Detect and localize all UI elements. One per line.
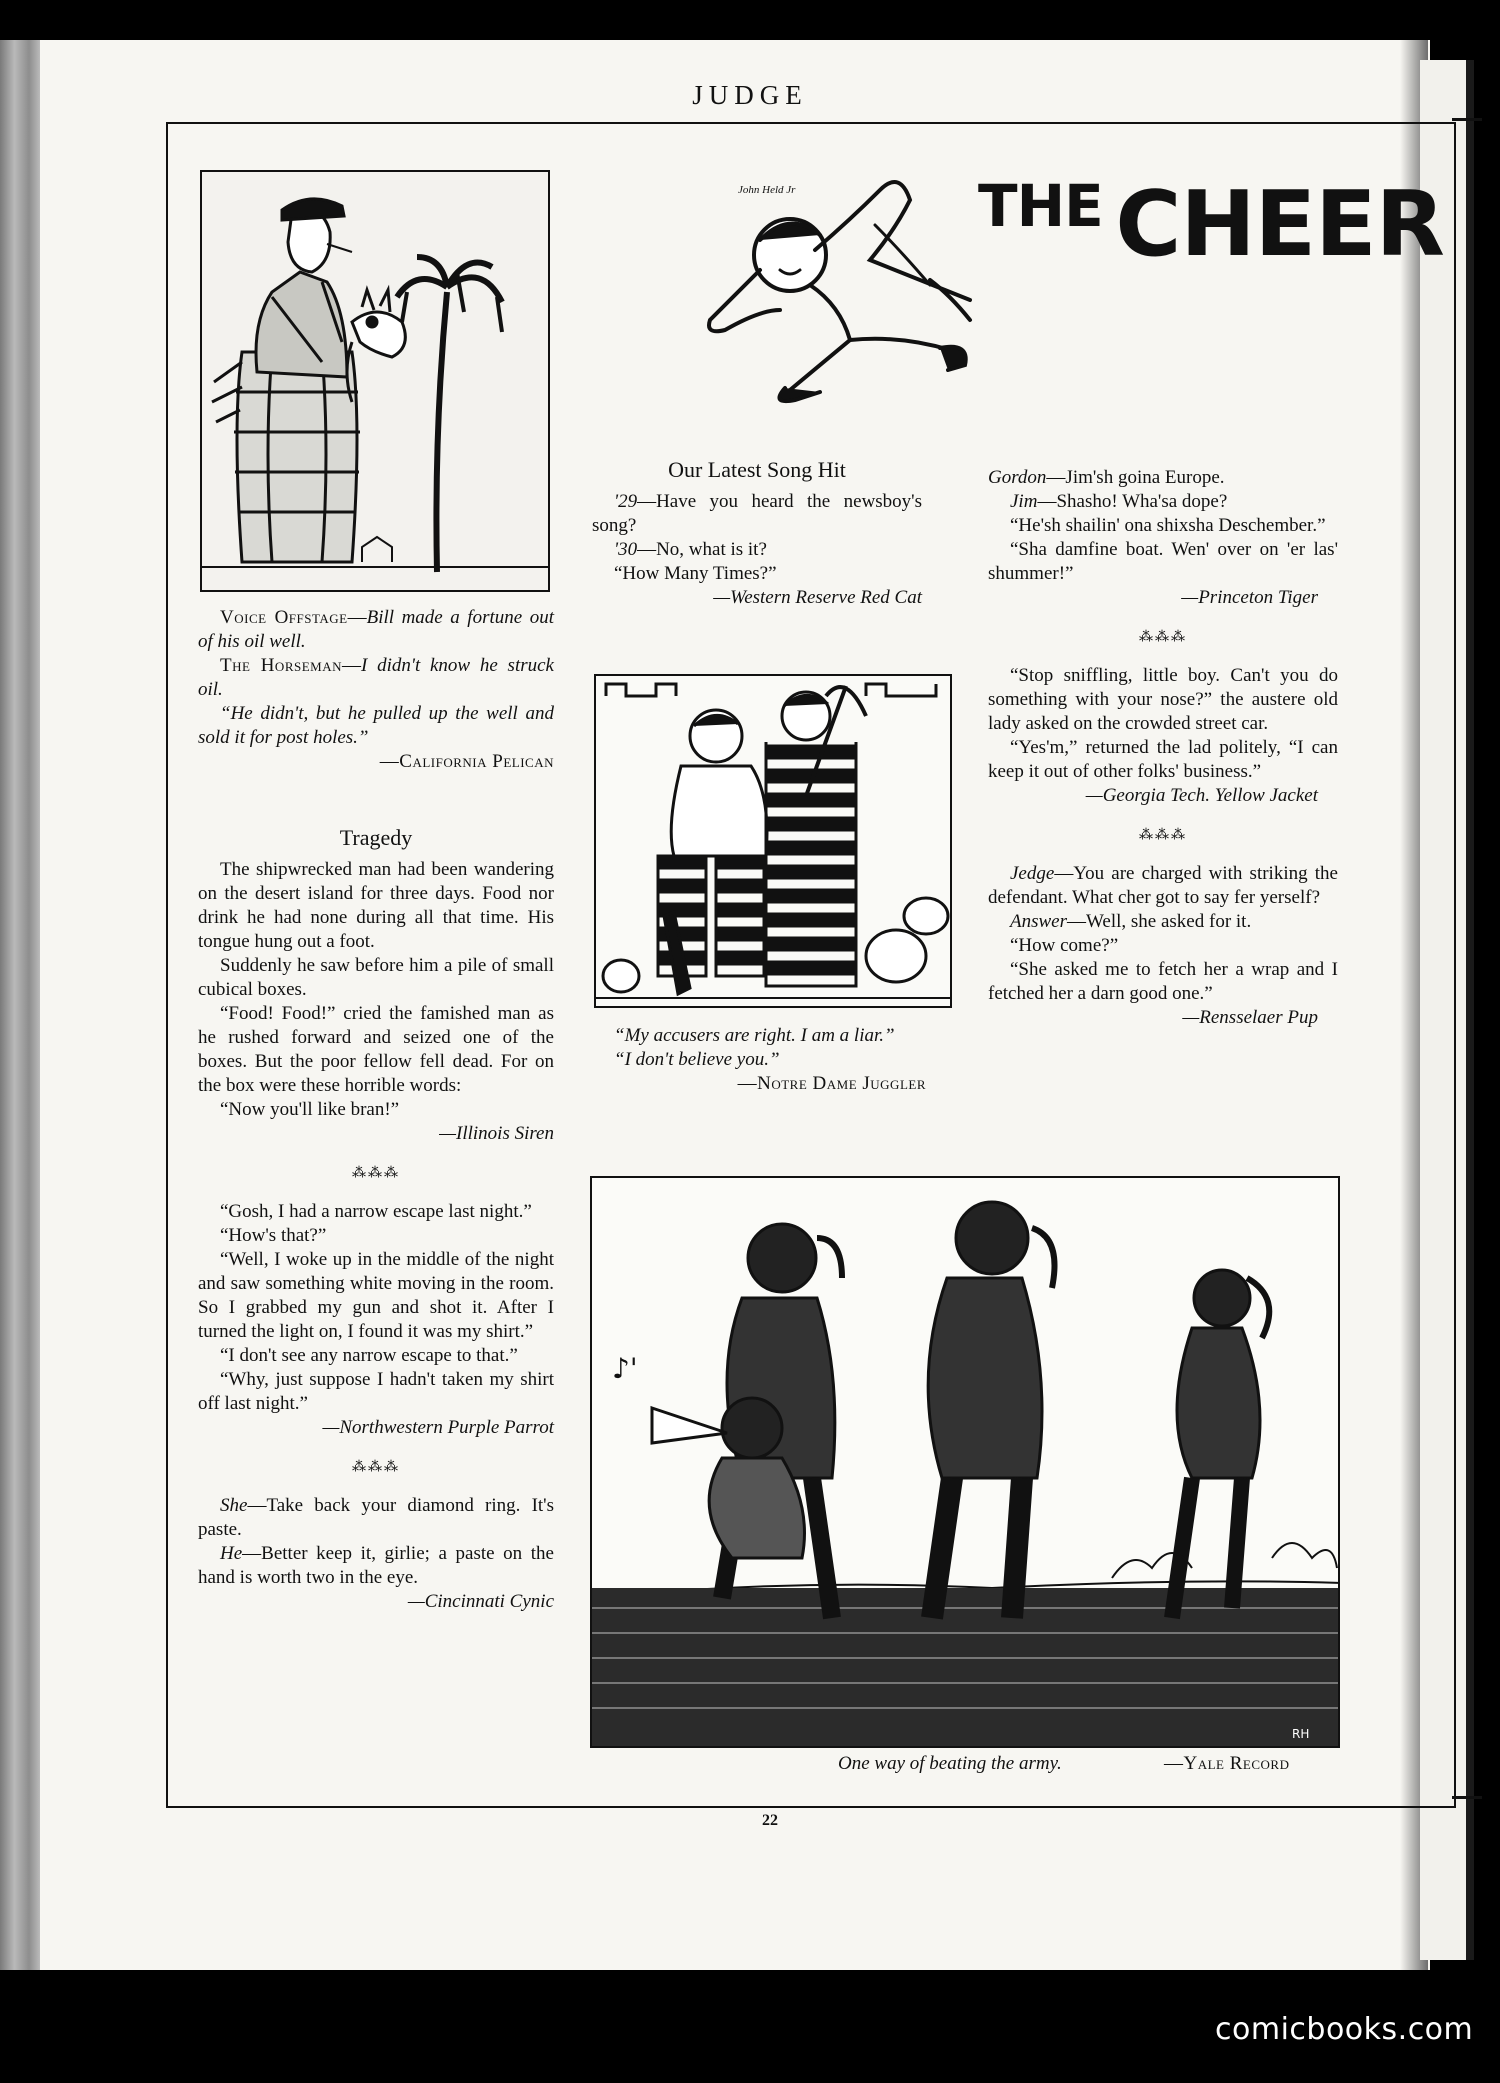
- source-california-pelican: —California Pelican: [379, 751, 554, 772]
- voice-offstage-joke: Voice Offstage—Bill made a fortune out of his oil well. The Horseman—I didn't know he struck oil. “He didn't, but he pulled up the well and sold it for post holes.” —California Pelican: [198, 607, 554, 772]
- army-cartoon: [590, 1176, 1340, 1748]
- section-divider: ⁂⁂⁂: [1139, 828, 1187, 843]
- cheer-logo-drawing: [700, 160, 980, 420]
- page-number: 22: [762, 1812, 778, 1829]
- section-divider: ⁂⁂⁂: [352, 1460, 400, 1475]
- jedge-line: “She asked me to fetch her a wrap and I fetched her a darn good one.”: [988, 959, 1338, 1004]
- convicts-illustration: [596, 676, 952, 1008]
- speaker-30: '30: [614, 539, 638, 560]
- speaker-jedge: Jedge: [1010, 863, 1055, 884]
- watermark: comicbooks.com: [1215, 2012, 1474, 2047]
- section-divider: ⁂⁂⁂: [1139, 630, 1187, 645]
- gordon-line: “Sha damfine boat. Wen' over on 'er las' shummer!”: [988, 539, 1338, 584]
- tragedy-title: Tragedy: [339, 825, 413, 850]
- convicts-line: “My accusers are right. I am a liar.”: [614, 1025, 895, 1046]
- song-hit-title: Our Latest Song Hit: [668, 457, 846, 482]
- line-gordon: —Jim'sh goina Europe.: [1046, 467, 1225, 488]
- football-players-illustration: [592, 1178, 1340, 1748]
- tragedy-story: [198, 826, 554, 1614]
- convicts-line: “I don't believe you.”: [614, 1049, 780, 1070]
- right-edge-mark: [1452, 118, 1482, 121]
- speaker-horseman: The Horseman: [220, 655, 342, 676]
- song-hit-joke: [592, 458, 922, 610]
- svg-text:RH: RH: [1292, 1727, 1310, 1741]
- gordon-line: “He'sh shailin' ona shixsha Deschember.”: [1010, 515, 1326, 536]
- line-voice-offstage: Bill made a fortune out of his oil well.: [198, 607, 554, 652]
- section-divider: ⁂⁂⁂: [352, 1166, 400, 1181]
- right-edge-stripe: [1466, 60, 1474, 1960]
- speaker-answer: Answer: [1010, 911, 1067, 932]
- source-red-cat: —Western Reserve Red Cat: [713, 587, 922, 608]
- source-princeton-tiger: —Princeton Tiger: [1181, 587, 1318, 608]
- escape-paragraph: “Well, I woke up in the middle of the night and saw something white moving in the room. So I grabbed my gun and shot it. After I turned the light on, I found it was my shirt.”: [198, 1249, 554, 1342]
- line-post-holes: “He didn't, but he pulled up the well and sold it for post holes.”: [198, 703, 554, 748]
- source-purple-parrot: —Northwestern Purple Parrot: [322, 1417, 554, 1438]
- sniffling-paragraph: “Stop sniffling, little boy. Can't you do something with your nose?” the austere old lady asked on the crowded street car.: [988, 665, 1338, 734]
- speaker-he: He: [220, 1543, 243, 1564]
- cheer-title: [978, 172, 1444, 277]
- sniffling-paragraph: “Yes'm,” returned the lad politely, “I can keep it out of other folks' business.”: [988, 737, 1338, 782]
- running-head: JUDGE: [692, 80, 808, 110]
- cheerleader-illustration: [700, 160, 980, 420]
- svg-text:♪': ♪': [612, 1352, 638, 1385]
- source-yale-record: —Yale Record: [1164, 1753, 1290, 1774]
- jedge-line: “How come?”: [1010, 935, 1119, 956]
- escape-paragraph: “I don't see any narrow escape to that.”: [220, 1345, 518, 1366]
- source-cincinnati-cynic: —Cincinnati Cynic: [407, 1591, 554, 1612]
- line-he: —Better keep it, girlie; a paste on the hand is worth two in the eye.: [198, 1543, 554, 1588]
- speaker-jim: Jim: [1010, 491, 1038, 512]
- escape-paragraph: “Why, just suppose I hadn't taken my shirt off last night.”: [198, 1369, 554, 1414]
- line-how-many-times: “How Many Times?”: [614, 563, 777, 584]
- line-jim: —Shasho! Wha'sa dope?: [1037, 491, 1228, 512]
- speaker-gordon: Gordon: [988, 467, 1047, 488]
- line-answer: —Well, she asked for it.: [1067, 911, 1252, 932]
- cheer-title-cheer: CHEER: [1115, 172, 1444, 277]
- line-29: —Have you heard the newsboy's song?: [592, 491, 922, 536]
- source-rensselaer-pup: —Rensselaer Pup: [1182, 1007, 1318, 1028]
- source-illinois-siren: —Illinois Siren: [439, 1123, 554, 1144]
- source-juggler: —Notre Dame Juggler: [737, 1073, 926, 1094]
- convicts-cartoon: [594, 674, 952, 1008]
- line-she: —Take back your diamond ring. It's paste.: [198, 1495, 554, 1540]
- line-jedge: —You are charged with striking the defendant. What cher got to say fer yerself?: [988, 863, 1338, 908]
- tragedy-paragraph: “Food! Food!” cried the famished man as he rushed forward and seized one of the boxes. But the poor fellow fell dead. For on the box were these horrible words:: [198, 1003, 554, 1096]
- speaker-29: '29: [614, 491, 638, 512]
- tragedy-paragraph: The shipwrecked man had been wandering on the desert island for three days. Food nor drink he had none during all that time. His tongue hung out a foot.: [198, 859, 554, 952]
- line-horseman: I didn't know he struck oil.: [198, 655, 554, 700]
- barrel-horse-cartoon: [200, 170, 550, 592]
- speaker-she: She: [220, 1495, 248, 1516]
- source-yellow-jacket: —Georgia Tech. Yellow Jacket: [1085, 785, 1318, 806]
- right-edge-mark: [1452, 1796, 1482, 1799]
- tragedy-paragraph: Suddenly he saw before him a pile of small cubical boxes.: [198, 955, 554, 1000]
- cheer-title-the: THE: [978, 172, 1103, 240]
- right-column-jokes: [988, 466, 1338, 1030]
- army-caption: One way of beating the army.: [838, 1753, 1062, 1774]
- tragedy-paragraph: “Now you'll like bran!”: [220, 1099, 400, 1120]
- speaker-voice-offstage: Voice Offstage: [220, 607, 348, 628]
- cheer-signature: John Held Jr: [738, 184, 796, 196]
- escape-paragraph: “Gosh, I had a narrow escape last night.”: [220, 1201, 532, 1222]
- convicts-caption: [592, 1024, 950, 1096]
- barrel-horse-illustration: [202, 172, 550, 592]
- escape-paragraph: “How's that?”: [220, 1225, 327, 1246]
- line-30: —No, what is it?: [637, 539, 767, 560]
